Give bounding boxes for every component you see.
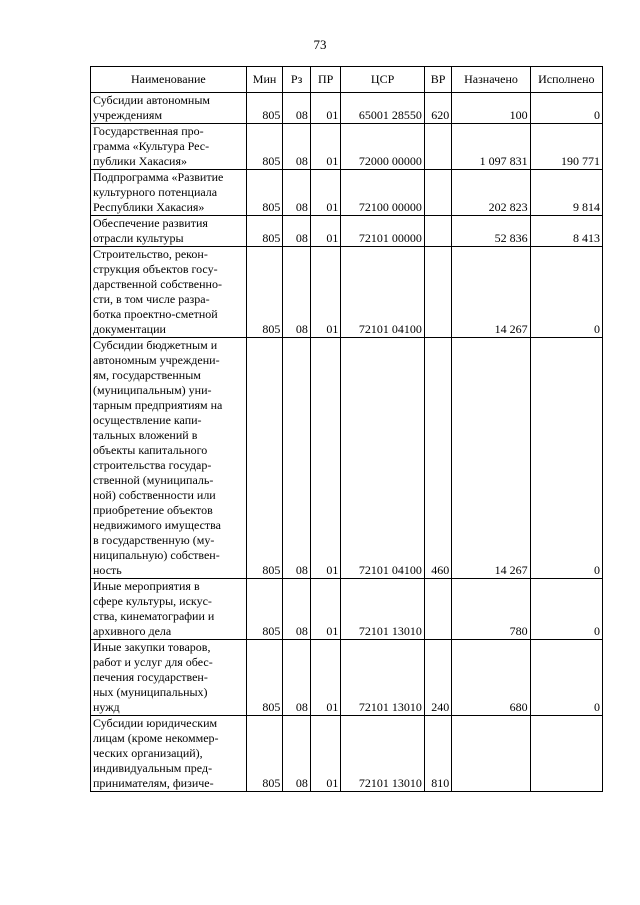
row-vr: 810 (424, 716, 451, 792)
row-name: Субсидии автономным учреждениям (91, 93, 247, 124)
row-name: Иные мероприятия в сфере культуры, искус- ства, кинематографии и архивного дела (91, 579, 247, 640)
row-name: Строительство, рекон- струкция объектов госу- дарственной собственно- сти, в том числе разра- ботка проектно-сметной документации (91, 247, 247, 338)
header-name: Наименование (91, 67, 247, 93)
row-vr (424, 124, 451, 170)
row-assigned: 1 097 831 (452, 124, 530, 170)
row-vr (424, 170, 451, 216)
row-rz: 08 (283, 338, 310, 579)
table-row (91, 247, 603, 338)
row-executed (530, 716, 602, 792)
row-rz: 08 (283, 170, 310, 216)
row-rz: 08 (283, 216, 310, 247)
budget-table (90, 66, 603, 792)
row-csr: 65001 28550 (341, 93, 424, 124)
row-pr: 01 (310, 579, 341, 640)
row-rz: 08 (283, 640, 310, 716)
row-vr: 460 (424, 338, 451, 579)
table-row (91, 716, 603, 792)
row-vr (424, 247, 451, 338)
row-rz: 08 (283, 247, 310, 338)
row-rz: 08 (283, 93, 310, 124)
row-csr: 72101 13010 (341, 640, 424, 716)
row-assigned: 780 (452, 579, 530, 640)
row-assigned: 14 267 (452, 247, 530, 338)
row-executed: 0 (530, 640, 602, 716)
row-assigned: 52 836 (452, 216, 530, 247)
row-executed: 9 814 (530, 170, 602, 216)
row-executed: 190 771 (530, 124, 602, 170)
row-assigned (452, 716, 530, 792)
row-min: 805 (246, 124, 283, 170)
row-executed: 0 (530, 579, 602, 640)
row-pr: 01 (310, 716, 341, 792)
row-executed: 0 (530, 247, 602, 338)
row-csr: 72100 00000 (341, 170, 424, 216)
table-header-row (91, 67, 603, 93)
row-min: 805 (246, 640, 283, 716)
page-number: 73 (313, 37, 327, 52)
header-min: Мин (246, 67, 283, 93)
row-assigned: 100 (452, 93, 530, 124)
header-vr: ВР (424, 67, 451, 93)
row-csr: 72101 04100 (341, 247, 424, 338)
row-name: Субсидии юридическим лицам (кроме некоммер- ческих организаций), индивидуальным пред- принимателям, физиче- (91, 716, 247, 792)
row-csr: 72101 04100 (341, 338, 424, 579)
row-csr: 72101 13010 (341, 716, 424, 792)
row-min: 805 (246, 170, 283, 216)
row-name: Государственная про- грамма «Культура Рес- публики Хакасия» (91, 124, 247, 170)
table-row (91, 124, 603, 170)
table-row (91, 640, 603, 716)
row-vr: 240 (424, 640, 451, 716)
row-rz: 08 (283, 579, 310, 640)
table-row (91, 216, 603, 247)
row-rz: 08 (283, 716, 310, 792)
row-assigned: 680 (452, 640, 530, 716)
header-pr: ПР (310, 67, 341, 93)
row-csr: 72101 00000 (341, 216, 424, 247)
row-min: 805 (246, 338, 283, 579)
header-csr: ЦСР (341, 67, 424, 93)
row-assigned: 202 823 (452, 170, 530, 216)
row-pr: 01 (310, 93, 341, 124)
row-pr: 01 (310, 338, 341, 579)
row-csr: 72000 00000 (341, 124, 424, 170)
row-name: Обеспечение развития отрасли культуры (91, 216, 247, 247)
header-rz: Рз (283, 67, 310, 93)
row-name: Субсидии бюджетным и автономным учреждени- ям, государственным (муниципальным) уни- тарным предприятиям на осуществление капи- тальных вложений в объекты капитального строительства государ- ственной (муниципаль- ной) собственности или приобретение объектов недвижимого имущества в государственную (му- ниципальную) собствен- ность (91, 338, 247, 579)
row-csr: 72101 13010 (341, 579, 424, 640)
row-name: Иные закупки товаров, работ и услуг для обес- печения государствен- ных (муниципальных) нужд (91, 640, 247, 716)
row-vr (424, 216, 451, 247)
row-name: Подпрограмма «Развитие культурного потенциала Республики Хакасия» (91, 170, 247, 216)
row-min: 805 (246, 247, 283, 338)
row-rz: 08 (283, 124, 310, 170)
row-min: 805 (246, 216, 283, 247)
row-vr (424, 579, 451, 640)
row-pr: 01 (310, 124, 341, 170)
row-pr: 01 (310, 247, 341, 338)
row-executed: 0 (530, 338, 602, 579)
header-assigned: Назначено (452, 67, 530, 93)
table-row (91, 579, 603, 640)
row-pr: 01 (310, 216, 341, 247)
row-min: 805 (246, 716, 283, 792)
row-min: 805 (246, 579, 283, 640)
row-pr: 01 (310, 170, 341, 216)
row-vr: 620 (424, 93, 451, 124)
header-executed: Исполнено (530, 67, 602, 93)
row-min: 805 (246, 93, 283, 124)
row-pr: 01 (310, 640, 341, 716)
table-row (91, 170, 603, 216)
row-executed: 8 413 (530, 216, 602, 247)
table-row (91, 338, 603, 579)
row-assigned: 14 267 (452, 338, 530, 579)
table-row (91, 93, 603, 124)
row-executed: 0 (530, 93, 602, 124)
